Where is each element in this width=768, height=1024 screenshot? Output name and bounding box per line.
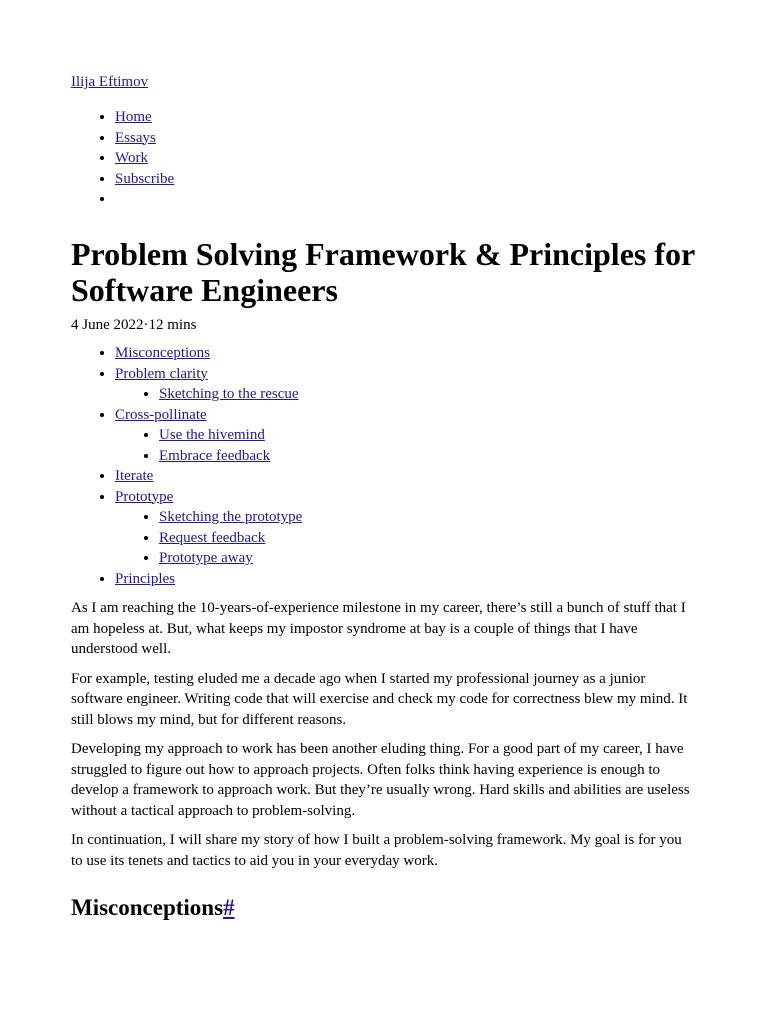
toc-link-sketching-to-the-rescue[interactable]: Sketching to the rescue	[159, 386, 299, 402]
section-heading-text: Misconceptions	[71, 895, 224, 920]
nav-link-subscribe[interactable]: Subscribe	[115, 170, 175, 187]
toc-subitem	[159, 528, 302, 549]
toc-subitem	[159, 425, 302, 446]
toc-link-embrace-feedback[interactable]: Embrace feedback	[159, 447, 271, 464]
nav-item-empty	[115, 189, 174, 210]
toc-subitem	[159, 446, 302, 467]
toc-item	[115, 405, 302, 467]
article-content	[71, 598, 697, 922]
toc-link-sketching-the-prototype[interactable]: Sketching the prototype	[159, 509, 303, 525]
section-heading-misconceptions	[71, 894, 697, 922]
toc-item	[115, 569, 302, 590]
toc-link-cross-pollinate[interactable]: Cross-pollinate	[115, 406, 207, 423]
toc-link-request-feedback[interactable]: Request feedback	[159, 529, 266, 546]
toc-link-iterate[interactable]: Iterate	[115, 468, 154, 484]
nav-link-work[interactable]: Work	[115, 150, 148, 166]
toc-item	[115, 343, 302, 364]
toc-link-prototype[interactable]: Prototype	[115, 488, 174, 505]
article-paragraph: Developing my approach to work has been another eluding thing. For a good part of my career, I have struggled to figure out how to approach projects. Often folks think having experience is enough to develop a framework to approach work. But they’re usually wrong. Hard skills and abilities are useless without a tactical approach to problem-solving.	[71, 741, 690, 819]
nav-item-subscribe	[115, 169, 174, 190]
nav-link-essays[interactable]: Essays	[115, 129, 156, 146]
table-of-contents	[71, 343, 302, 589]
nav-item-work	[115, 148, 174, 169]
article-paragraph: As I am reaching the 10-years-of-experience milestone in my career, there’s still a bunch of stuff that I am hopeless at. But, what keeps my impostor syndrome at bay is a couple of things that I have understood well.	[71, 600, 686, 657]
heading-anchor-link[interactable]: #	[223, 895, 235, 920]
toc-link-prototype-away[interactable]: Prototype away	[159, 550, 253, 566]
toc-item	[115, 364, 302, 405]
nav-link-home[interactable]: Home	[115, 109, 152, 125]
site-title-link[interactable]: Ilija Eftimov	[71, 74, 149, 90]
toc-sublist	[115, 425, 302, 466]
article-paragraph: In continuation, I will share my story of how I built a problem-solving framework. My goal is for you to use its tenets and tactics to aid you in your everyday work.	[71, 832, 682, 869]
article-paragraph: For example, testing eluded me a decade ago when I started my professional journey as a junior software engineer. Writing code that will exercise and check my code for correctness blew my mind. It still blows my mind, but for different reasons.	[71, 670, 688, 728]
main-nav	[71, 107, 174, 210]
post-meta: 4 June 2022·12 mins	[71, 317, 197, 333]
toc-link-misconceptions[interactable]: Misconceptions	[115, 345, 210, 361]
toc-link-use-the-hivemind[interactable]: Use the hivemind	[159, 427, 265, 443]
toc-sublist	[115, 384, 302, 405]
toc-item	[115, 466, 302, 487]
toc-link-principles[interactable]: Principles	[115, 570, 175, 587]
toc-item	[115, 487, 302, 569]
nav-item-essays	[115, 128, 174, 149]
toc-link-problem-clarity[interactable]: Problem clarity	[115, 365, 208, 382]
toc-subitem	[159, 384, 302, 405]
post-title: Problem Solving Framework & Principles for Software Engineers	[71, 236, 695, 308]
nav-item-home	[115, 107, 174, 128]
toc-subitem	[159, 507, 302, 528]
toc-subitem	[159, 548, 302, 569]
toc-sublist	[115, 507, 302, 569]
